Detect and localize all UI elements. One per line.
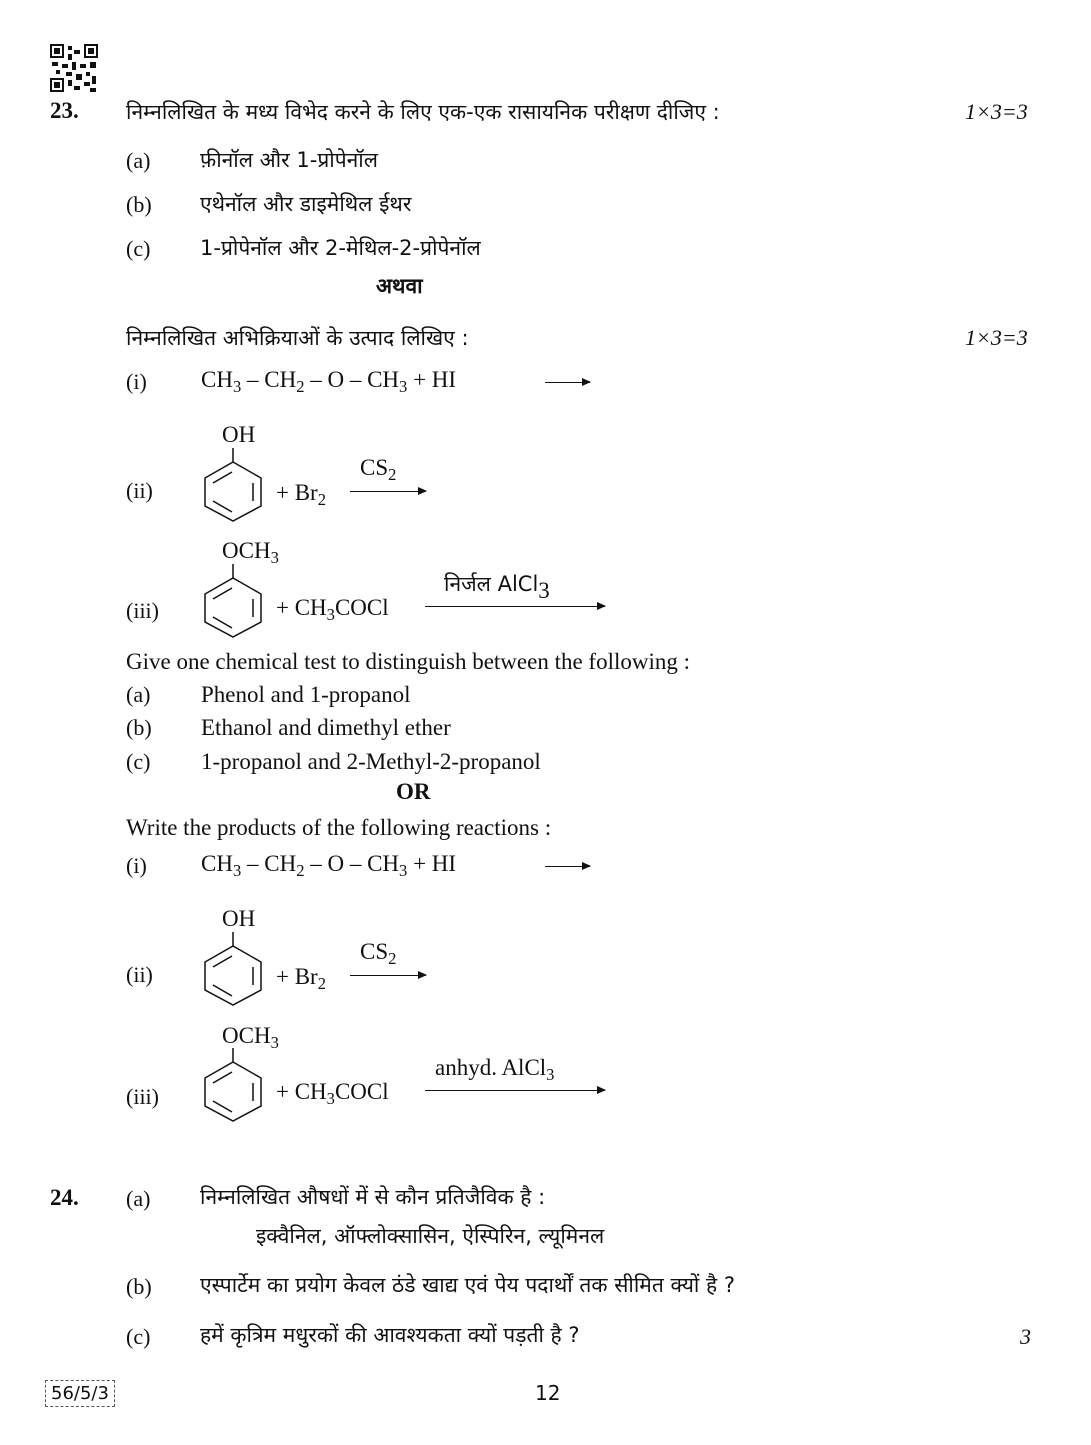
part-label: (c) bbox=[126, 1324, 151, 1349]
reagent: + $CH_3COCl$ bbox=[276, 595, 389, 624]
reaction-arrow bbox=[425, 606, 605, 607]
page-number: 12 bbox=[535, 1381, 561, 1405]
part-label: (c) bbox=[126, 749, 151, 774]
question-intro-hindi: निम्नलिखित के मध्य विभेद करने के लिए एक-एक रासायनिक परीक्षण दीजिए : bbox=[126, 100, 720, 124]
substituent-label: OH bbox=[222, 906, 256, 931]
part-label: (b) bbox=[126, 192, 152, 217]
or-intro-english: Write the products of the following reactions : bbox=[126, 815, 552, 840]
substituent-label: $OCH_3$ bbox=[222, 1023, 279, 1052]
reaction-label: (iii) bbox=[126, 598, 159, 623]
reaction-label: (ii) bbox=[126, 478, 153, 503]
paper-code: 56/5/3 bbox=[45, 1380, 115, 1407]
part-text: Ethanol and dimethyl ether bbox=[201, 715, 451, 740]
options-line: इक्वैनिल, ऑफ्लोक्सासिन, ऐस्पिरिन, ल्यूमिनल bbox=[256, 1224, 605, 1248]
part-label: (c) bbox=[126, 236, 151, 261]
substituent-label: OH bbox=[222, 422, 256, 447]
part-label: (b) bbox=[126, 1274, 152, 1299]
marks-label: 1×3=3 bbox=[965, 99, 1028, 124]
part-label: (a) bbox=[126, 1186, 151, 1211]
part-text: Phenol and 1-propanol bbox=[201, 682, 411, 707]
reaction-arrow bbox=[545, 382, 590, 383]
reaction-condition: $CS_2$ bbox=[360, 455, 397, 484]
question-number: 23. bbox=[50, 98, 79, 123]
reagent: + $Br_2$ bbox=[276, 480, 327, 509]
benzene-ring-icon bbox=[200, 564, 266, 638]
reagent: + $Br_2$ bbox=[276, 964, 327, 993]
part-text: निम्नलिखित औषधों में से कौन प्रतिजैविक है : bbox=[200, 1185, 546, 1209]
or-divider-english: OR bbox=[396, 779, 431, 804]
reaction-arrow bbox=[545, 866, 590, 867]
part-text: 1-प्रोपेनॉल और 2-मेथिल-2-प्रोपेनॉल bbox=[200, 236, 481, 260]
marks-label: 3 bbox=[1020, 1324, 1031, 1349]
reaction-condition: anhyd. AlCl$_3$ bbox=[435, 1055, 555, 1084]
reaction-label: (i) bbox=[126, 369, 147, 394]
reaction-arrow bbox=[350, 491, 426, 492]
reaction-i-equation: $CH_3 - CH_2$ – O – $CH_3$ + HI bbox=[201, 367, 457, 396]
part-text: एथेनॉल और डाइमेथिल ईथर bbox=[200, 192, 412, 216]
benzene-ring-icon bbox=[200, 1048, 266, 1122]
part-label: (b) bbox=[126, 715, 152, 740]
substituent-label: $OCH_3$ bbox=[222, 538, 279, 567]
marks-label: 1×3=3 bbox=[965, 325, 1028, 350]
part-text: एस्पार्टेम का प्रयोग केवल ठंडे खाद्य एवं पेय पदार्थों तक सीमित क्यों है ? bbox=[200, 1273, 735, 1297]
reaction-condition: निर्जल AlCl$_3$ bbox=[444, 572, 550, 603]
reaction-arrow bbox=[425, 1090, 605, 1091]
reaction-label: (i) bbox=[126, 853, 147, 878]
or-intro-hindi: निम्नलिखित अभिक्रियाओं के उत्पाद लिखिए : bbox=[126, 326, 469, 350]
question-intro-english: Give one chemical test to distinguish between the following : bbox=[126, 649, 691, 674]
part-label: (a) bbox=[126, 148, 151, 173]
benzene-ring-icon bbox=[200, 932, 266, 1006]
qr-code-icon bbox=[50, 44, 98, 92]
benzene-ring-icon bbox=[200, 448, 266, 522]
part-text: हमें कृत्रिम मधुरकों की आवश्यकता क्यों पड़ती है ? bbox=[200, 1323, 580, 1347]
reagent: + $CH_3COCl$ bbox=[276, 1079, 389, 1108]
part-text: फ़ीनॉल और 1-प्रोपेनॉल bbox=[200, 148, 378, 172]
part-text: 1-propanol and 2-Methyl-2-propanol bbox=[201, 749, 541, 774]
or-divider-hindi: अथवा bbox=[376, 274, 423, 298]
part-label: (a) bbox=[126, 682, 151, 707]
question-number: 24. bbox=[50, 1185, 79, 1210]
reaction-arrow bbox=[350, 975, 426, 976]
reaction-label: (ii) bbox=[126, 962, 153, 987]
reaction-label: (iii) bbox=[126, 1084, 159, 1109]
reaction-condition: $CS_2$ bbox=[360, 939, 397, 968]
reaction-i-equation: $CH_3 - CH_2$ – O – $CH_3$ + HI bbox=[201, 851, 457, 880]
